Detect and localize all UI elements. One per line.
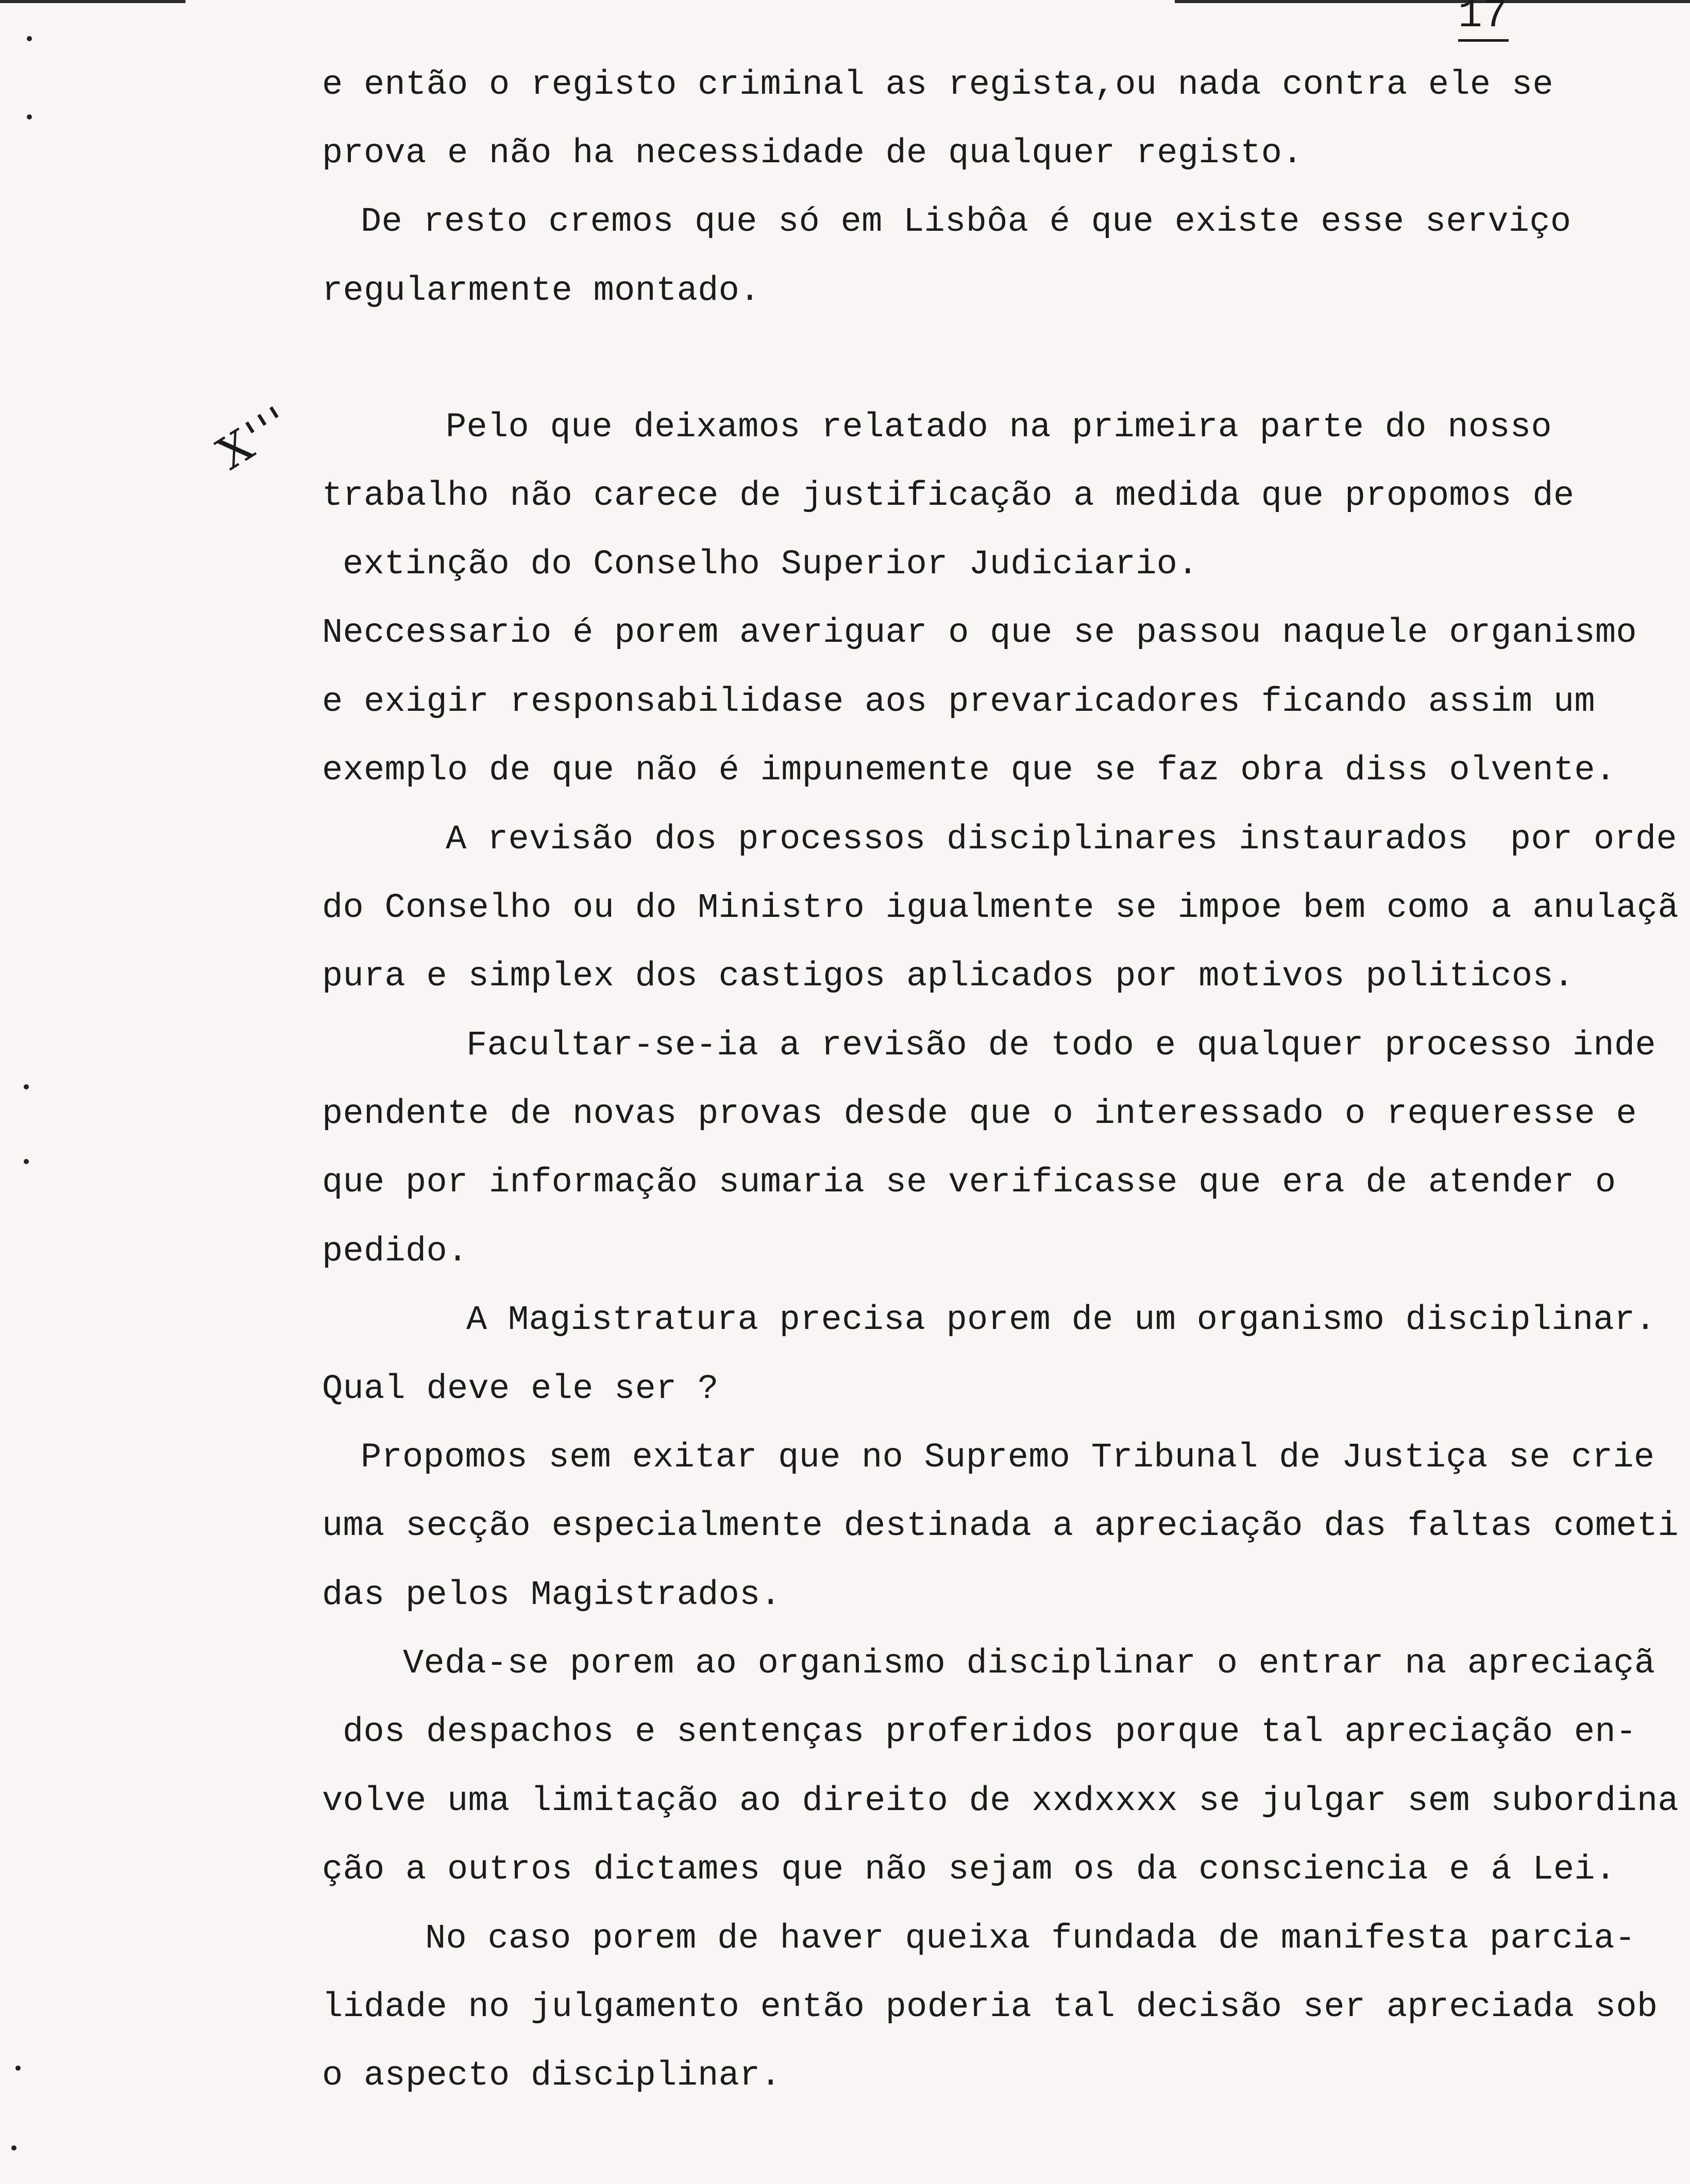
top-edge-rule-left — [0, 0, 185, 3]
scan-speck — [27, 114, 32, 120]
scan-speck — [24, 1084, 29, 1089]
text-line-29: o aspecto disciplinar. — [322, 2056, 782, 2095]
text-line-18: A Magistratura precisa porem de um organismo disciplinar. — [466, 1301, 1656, 1340]
text-line-7: extinção do Conselho Superior Judiciario. — [343, 545, 1198, 584]
text-line-13: pura e simplex dos castigos aplicados por motivos politicos. — [322, 957, 1575, 996]
scan-speck — [11, 2145, 16, 2151]
text-line-2: prova e não ha necessidade de qualquer registo. — [322, 134, 1303, 173]
text-line-20: Propomos sem exitar que no Supremo Tribunal de Justiça se crie — [361, 1438, 1655, 1477]
text-line-10: exemplo de que não é impunemente que se faz obra diss olvente. — [322, 751, 1616, 790]
text-line-1: e então o registo criminal as regista,ou nada contra ele se — [322, 65, 1553, 105]
text-line-3: De resto cremos que só em Lisbôa é que existe esse serviço — [361, 202, 1571, 242]
text-line-27: No caso porem de haver queixa fundada de manifesta parcia- — [425, 1919, 1636, 1958]
text-line-14: Facultar-se-ia a revisão de todo e qualquer processo inde — [466, 1026, 1656, 1065]
margin-annotation: X''' — [208, 396, 301, 480]
text-line-8: Neccessario é porem averiguar o que se passou naquele organismo — [322, 613, 1637, 653]
text-line-9: e exigir responsabilidase aos prevaricadores ficando assim um — [322, 682, 1595, 722]
text-line-15: pendente de novas provas desde que o interessado o requeresse e — [322, 1095, 1637, 1134]
text-line-17: pedido. — [322, 1232, 468, 1271]
text-line-6: trabalho não carece de justificação a medida que propomos de — [322, 476, 1575, 516]
text-line-19: Qual deve ele ser ? — [322, 1370, 719, 1409]
text-line-26: ção a outros dictames que não sejam os da consciencia e á Lei. — [322, 1850, 1616, 1889]
page-number: 17 — [1458, 0, 1509, 42]
text-line-12: do Conselho ou do Ministro igualmente se impoe bem como a anulaçã — [322, 889, 1679, 928]
text-line-28: lidade no julgamento então poderia tal decisão ser apreciada sob — [322, 1988, 1658, 2027]
text-line-24: dos despachos e sentenças proferidos porque tal apreciação en- — [343, 1713, 1637, 1752]
text-line-5: Pelo que deixamos relatado na primeira parte do nosso — [446, 408, 1552, 447]
text-line-22: das pelos Magistrados. — [322, 1576, 782, 1615]
text-line-21: uma secção especialmente destinada a apreciação das faltas cometi — [322, 1507, 1679, 1546]
text-line-4: regularmente montado. — [322, 271, 760, 311]
top-edge-rule-right — [1175, 0, 1690, 3]
text-line-25: volve uma limitação ao direito de xxdxxxx se julgar sem subordina — [322, 1782, 1679, 1821]
text-line-11: A revisão dos processos disciplinares instaurados por orde — [446, 820, 1677, 859]
scan-speck — [15, 2066, 21, 2071]
scan-speck — [27, 36, 32, 41]
scan-speck — [24, 1159, 29, 1164]
text-line-23: Veda-se porem ao organismo disciplinar o entrar na apreciaçã — [403, 1644, 1655, 1683]
text-line-16: que por informação sumaria se verificasse que era de atender o — [322, 1163, 1616, 1202]
